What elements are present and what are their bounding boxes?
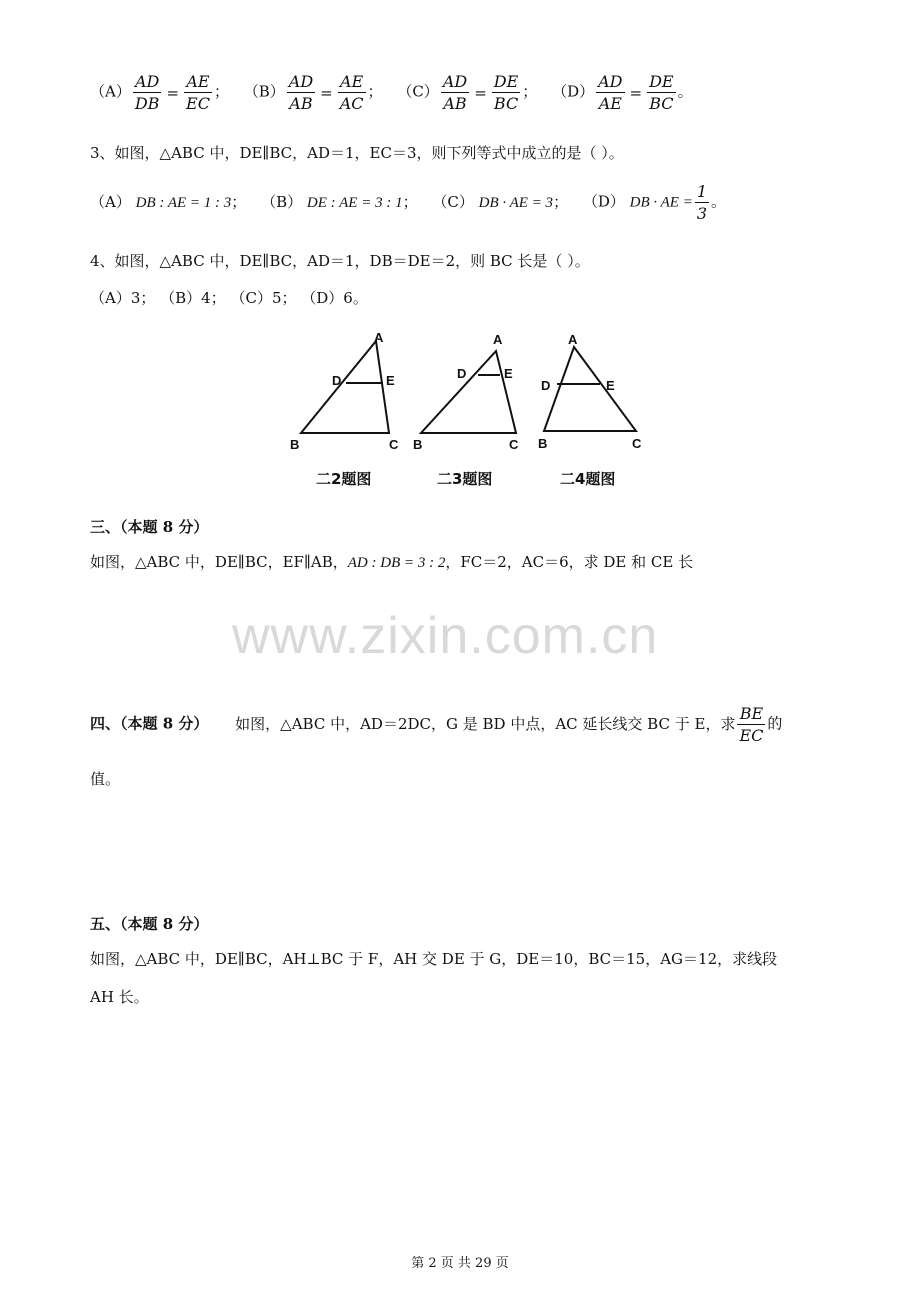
label-c: C <box>632 436 642 451</box>
sec3-ratio: AD : DB = 3 : 2 <box>347 555 446 571</box>
page-footer: 第 2 页 共 29 页 <box>411 1256 509 1271</box>
label-c: C <box>509 437 519 452</box>
label-c: C <box>389 437 399 452</box>
label-b: B <box>290 437 300 452</box>
label-e: E <box>606 378 615 393</box>
label-b: B <box>413 437 423 452</box>
triangle-abc <box>544 347 636 431</box>
triangle-figures <box>280 322 660 494</box>
q3-option-c: （C） DB · AE = 3； <box>432 192 569 211</box>
sec3-heading: 三、（本题 8 分） <box>90 518 209 536</box>
caption-q2: 二2题图 <box>316 470 372 488</box>
label-a: A <box>374 330 384 345</box>
figure-q2 <box>301 341 389 433</box>
q4-text: 4、如图，△ABC 中，DE∥BC，AD＝1，DB＝DE＝2，则 BC 长是（ ）。 <box>90 252 590 270</box>
triangle-abc <box>301 341 389 433</box>
label-d: D <box>457 366 467 381</box>
figure-q3 <box>421 351 516 433</box>
sec4-line2: 值。 <box>90 770 121 788</box>
triangle-abc <box>421 351 516 433</box>
figure-q4 <box>544 347 636 431</box>
q2-option-d: （D） $\frac{AD}{AE}$ = $\frac{DE}{BC}$ 。 <box>552 72 693 113</box>
label-d: D <box>332 373 342 388</box>
fraction: $\frac{BE}{EC}$ <box>739 704 764 745</box>
q3-option-a: （A） DB : AE = 1 : 3； <box>90 192 247 211</box>
caption-q4: 二4题图 <box>560 470 616 488</box>
q3-option-d: （D） DB · AE = $\frac{1}{3}$ 。 <box>582 182 727 223</box>
fraction: $\frac{AD}{AB}$ <box>442 72 468 113</box>
fraction: $\frac{DE}{BC}$ <box>649 72 674 113</box>
fraction: $\frac{1}{3}$ <box>696 182 708 223</box>
label-b: B <box>538 436 548 451</box>
watermark: www.zixin.com.cn <box>232 607 659 665</box>
caption-q3: 二3题图 <box>437 470 493 488</box>
label-d: D <box>541 378 551 393</box>
q2-option-b: （B） $\frac{AD}{AB}$ = $\frac{AE}{AC}$ ； <box>243 72 383 113</box>
q2-option-a: （A） $\frac{AD}{DB}$ = $\frac{AE}{EC}$ ； <box>90 72 229 113</box>
fraction: $\frac{AD}{AB}$ <box>288 72 314 113</box>
fraction: $\frac{AD}{AE}$ <box>598 72 623 113</box>
q3-option-b: （B） DE : AE = 3 : 1； <box>261 192 418 211</box>
q4-options: （A）3； （B）4； （C）5； （D）6。 <box>90 289 368 307</box>
label-e: E <box>386 373 395 388</box>
label-e: E <box>504 366 513 381</box>
fraction: $\frac{AE}{AC}$ <box>339 72 364 113</box>
sec4-line1: 四、（本题 8 分） 如图，△ABC 中，AD＝2DC，G 是 BD 中点，AC 延长线交 BC 于 E，求 $\frac{BE}{EC}$ 的 <box>90 704 783 745</box>
sec5-line1: 如图，△ABC 中，DE∥BC，AH⊥BC 于 F，AH 交 DE 于 G，DE＝10，BC＝15，AG＝12，求线段 <box>90 950 778 968</box>
label-a: A <box>493 332 503 347</box>
sec5-line2: AH 长。 <box>90 988 149 1006</box>
fraction: $\frac{DE}{BC}$ <box>493 72 519 113</box>
sec3-text: 如图，△ABC 中，DE∥BC，EF∥AB，AD : DB = 3 : 2，FC＝2，AC＝6，求 DE 和 CE 长 <box>90 553 694 571</box>
sec4-heading: 四、（本题 8 分） <box>90 714 209 733</box>
q3-text: 3、如图，△ABC 中，DE∥BC，AD＝1，EC＝3，则下列等式中成立的是（ ）。 <box>90 144 624 162</box>
label-a: A <box>568 332 578 347</box>
fraction: $\frac{AD}{DB}$ <box>134 72 160 113</box>
q3-options <box>90 182 736 223</box>
q2-options <box>90 72 703 113</box>
sec5-heading: 五、（本题 8 分） <box>90 915 209 933</box>
fraction: $\frac{AE}{EC}$ <box>186 72 210 113</box>
q2-option-c: （C） $\frac{AD}{AB}$ = $\frac{DE}{BC}$ ； <box>397 72 538 113</box>
